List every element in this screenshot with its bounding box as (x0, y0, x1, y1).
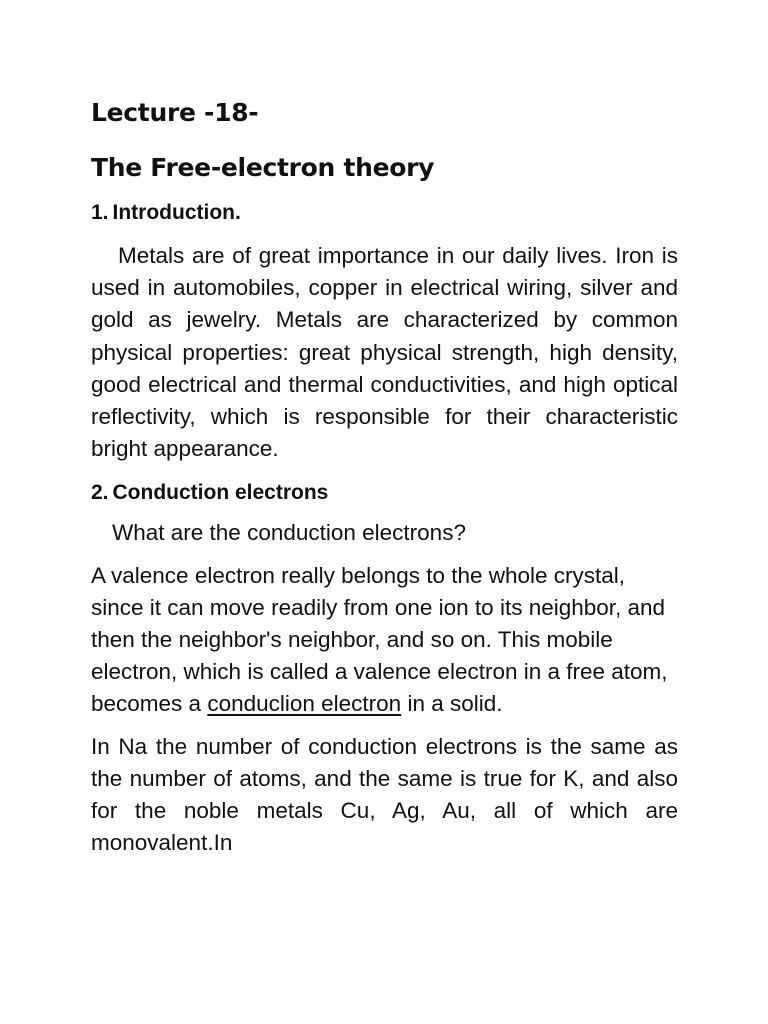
introduction-paragraph: Metals are of great importance in our daily lives. Iron is used in automobiles, copper in electrical wiring, silver and gold as jewelry. Metals are characterized by common physical properties: great physical strength, high density, good electrical and thermal conductivities, and high optical reflectivity, which is responsible for their characteristic bright appearance. (91, 243, 678, 462)
section-heading-text: Conduction electrons (112, 481, 329, 505)
section-heading-conduction-electrons (91, 479, 678, 507)
underlined-term: conduclion electron (207, 691, 402, 717)
section-number: 2. (91, 481, 109, 505)
section-number: 1. (91, 201, 109, 224)
valence-text-after: in a solid. (401, 691, 503, 717)
sodium-paragraph: In Na the number of conduction electrons is the same as the number of atoms, and the same is true for K, and also for the noble metals Cu, Ag, Au, all of which are monovalent.In (91, 733, 678, 856)
valence-electron-paragraph (91, 560, 678, 721)
valence-text-before: A valence electron really belongs to the whole crystal, since it can move readily from one ion to its neighbor, and then the neighbor's neighbor, and so on. This mobile electron, which is called a valence electron in a free atom, becomes a (91, 562, 668, 717)
question-paragraph: What are the conduction electrons? (112, 520, 466, 546)
section-heading-introduction (91, 199, 678, 227)
page-title: The Free-electron theory (91, 153, 435, 182)
lecture-label: Lecture -18- (91, 98, 259, 127)
section-heading-text: Introduction. (112, 201, 241, 224)
